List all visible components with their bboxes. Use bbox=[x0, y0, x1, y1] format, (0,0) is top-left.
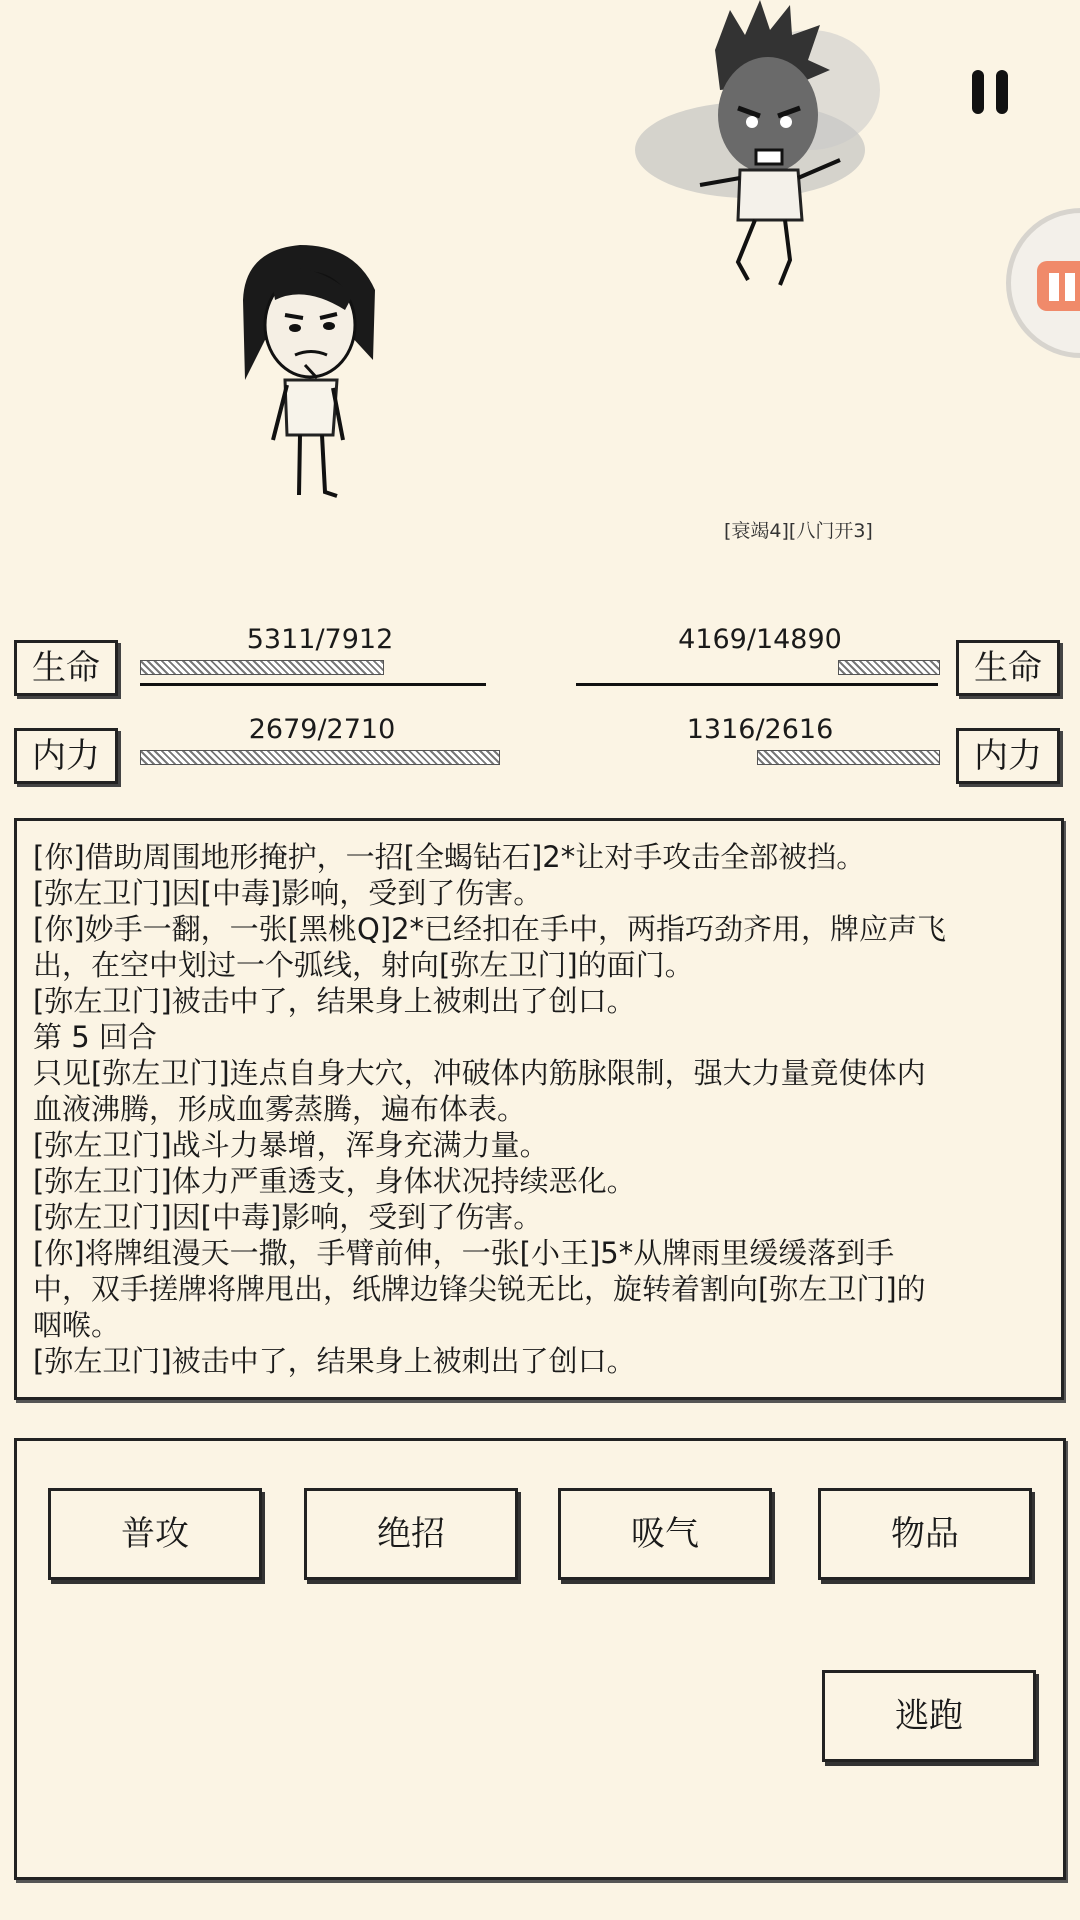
items-button[interactable]: 物品 bbox=[818, 1488, 1032, 1580]
log-line: [你]借助周围地形掩护，一招[全蝎钻石]2*让对手攻击全部被挡。 bbox=[33, 840, 866, 874]
enemy-hp-value: 4169/14890 bbox=[678, 624, 842, 655]
ultimate-button[interactable]: 绝招 bbox=[304, 1488, 518, 1580]
log-line: [弥左卫门]因[中毒]影响，受到了伤害。 bbox=[33, 1200, 543, 1234]
player-hp-bar bbox=[140, 660, 384, 675]
enemy-hp-label: 生命 bbox=[956, 640, 1060, 696]
log-line: [弥左卫门]被击中了，结果身上被刺出了创口。 bbox=[33, 1344, 636, 1378]
log-line: 只见[弥左卫门]连点自身大穴，冲破体内筋脉限制，强大力量竟使体内 bbox=[33, 1056, 926, 1090]
player-mp-value: 2679/2710 bbox=[248, 714, 396, 745]
side-badge-icon[interactable] bbox=[1006, 208, 1080, 358]
enemy-mp-value: 1316/2616 bbox=[686, 714, 834, 745]
enemy-mp-label: 内力 bbox=[956, 728, 1060, 784]
player-hp-track bbox=[140, 683, 486, 686]
log-line: 第 5 回合 bbox=[33, 1020, 157, 1054]
log-line: 咽喉。 bbox=[33, 1308, 121, 1342]
log-line: 出，在空中划过一个弧线，射向[弥左卫门]的面门。 bbox=[33, 948, 694, 982]
player-hp-label: 生命 bbox=[14, 640, 118, 696]
combat-log[interactable] bbox=[14, 818, 1064, 1400]
pause-icon[interactable] bbox=[968, 70, 1012, 114]
player-mp-label: 内力 bbox=[14, 728, 118, 784]
enemy-hp-track bbox=[576, 683, 938, 686]
log-line: [弥左卫门]战斗力暴增，浑身充满力量。 bbox=[33, 1128, 549, 1162]
log-line: [弥左卫门]被击中了，结果身上被刺出了创口。 bbox=[33, 984, 636, 1018]
log-line: [弥左卫门]因[中毒]影响，受到了伤害。 bbox=[33, 876, 543, 910]
status-effects: [衰竭4][八门开3] bbox=[724, 520, 873, 542]
breathe-button[interactable]: 吸气 bbox=[558, 1488, 772, 1580]
log-line: 血液沸腾，形成血雾蒸腾，遍布体表。 bbox=[33, 1092, 527, 1126]
log-line: [你]将牌组漫天一撒，手臂前伸，一张[小王]5*从牌雨里缓缓落到手 bbox=[33, 1236, 895, 1270]
player-character bbox=[225, 240, 405, 510]
player-hp-value: 5311/7912 bbox=[246, 624, 394, 655]
enemy-mp-bar bbox=[757, 750, 940, 765]
flee-button[interactable]: 逃跑 bbox=[822, 1670, 1036, 1762]
enemy-character bbox=[620, 0, 920, 300]
combat-log-content bbox=[33, 839, 1051, 1379]
enemy-hp-bar bbox=[838, 660, 940, 675]
log-line: [弥左卫门]体力严重透支，身体状况持续恶化。 bbox=[33, 1164, 636, 1198]
log-line: [你]妙手一翻，一张[黑桃Q]2*已经扣在手中，两指巧劲齐用，牌应声飞 bbox=[33, 912, 947, 946]
player-mp-bar bbox=[140, 750, 500, 765]
log-line: 中，双手搓牌将牌甩出，纸牌边锋尖锐无比，旋转着割向[弥左卫门]的 bbox=[33, 1272, 926, 1306]
attack-button[interactable]: 普攻 bbox=[48, 1488, 262, 1580]
